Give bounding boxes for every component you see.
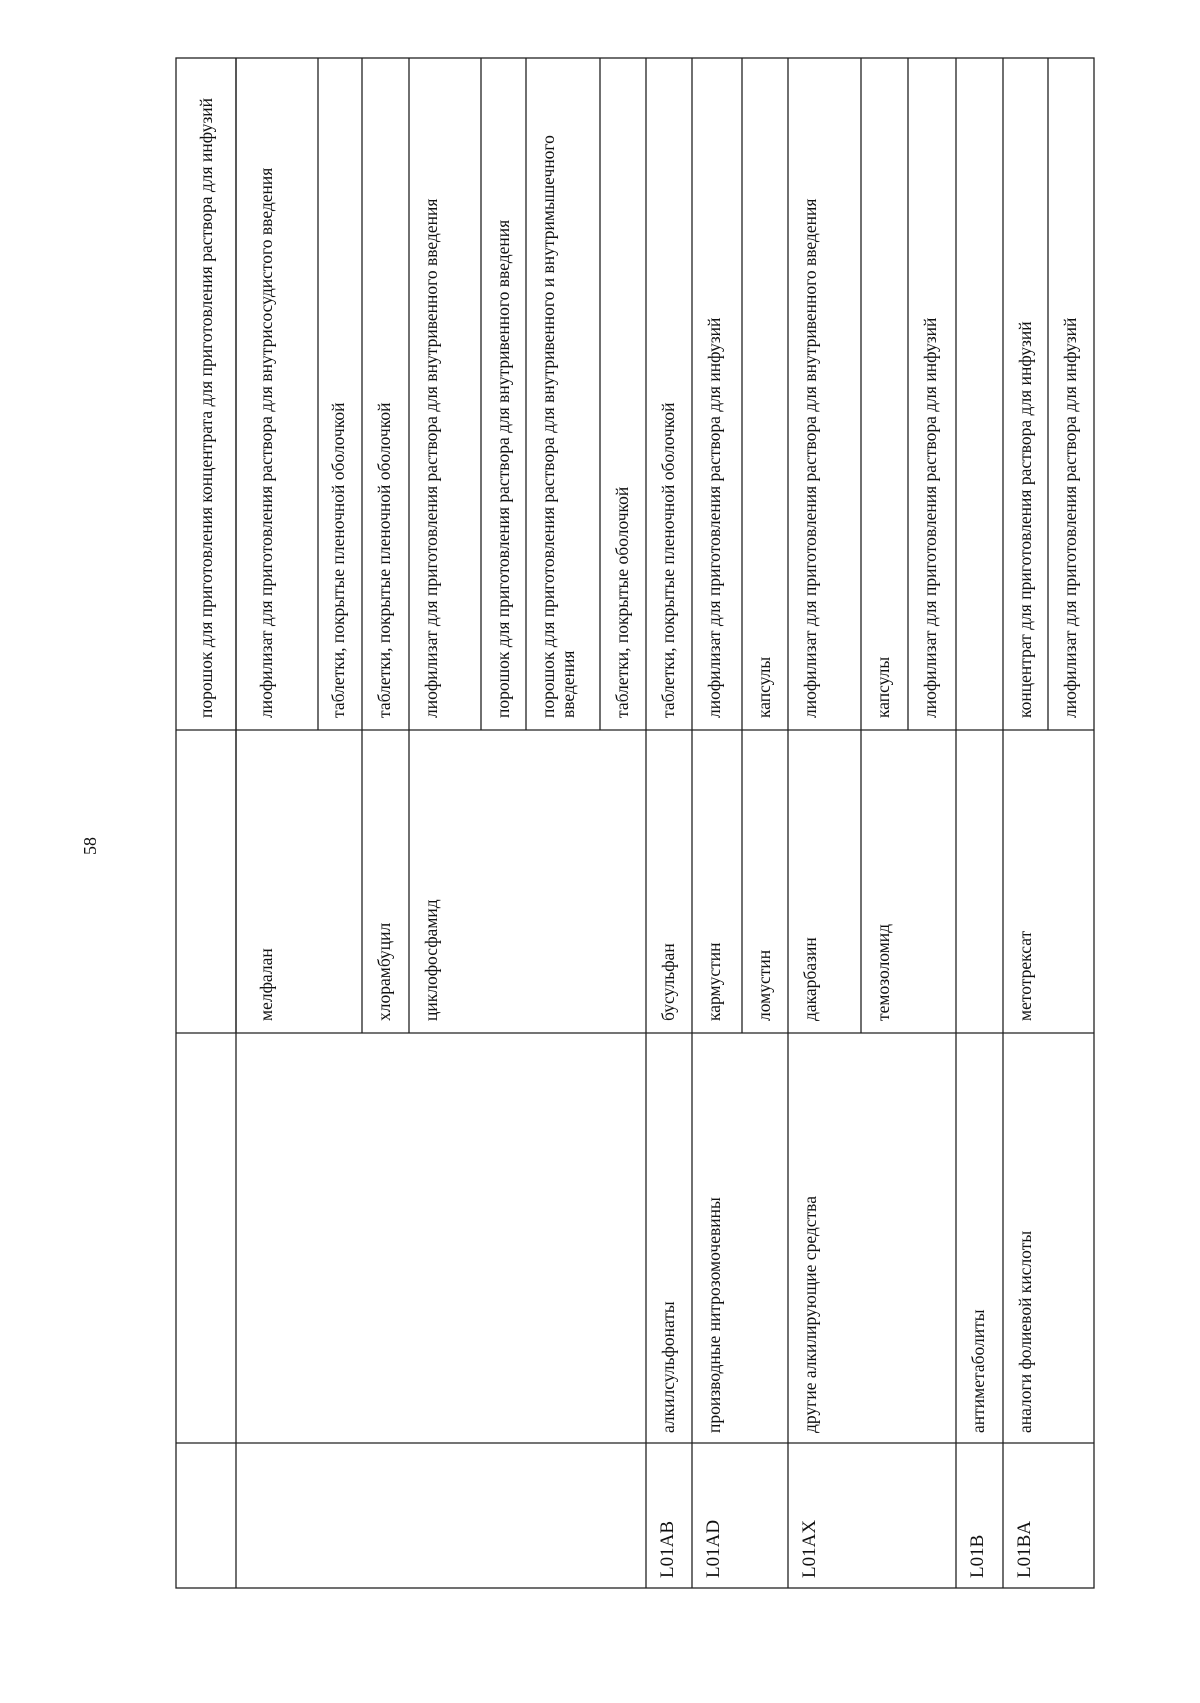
atc-code-cell: L01AX <box>799 1519 820 1578</box>
atc-code-cell: L01AB <box>657 1521 678 1578</box>
form-cell: капсулы <box>754 656 774 718</box>
form-cell: капсулы <box>873 656 893 718</box>
group-cell: другие алкилирующие средства <box>800 1196 820 1433</box>
group-cell: алкилсульфонаты <box>658 1301 678 1433</box>
form-cell: лиофилизат для приготовления раствора для инфузий <box>920 317 940 718</box>
drug-cell: темозоломид <box>873 923 893 1021</box>
form-cell: лиофилизат для приготовления раствора для инфузий <box>704 317 724 718</box>
form-cell: порошок для приготовления концентрата для приготовления раствора для инфузий <box>196 98 216 718</box>
form-cell: лиофилизат для приготовления раствора для внутрисосудистого введения <box>256 167 276 718</box>
form-cell: порошок для приготовления раствора для внутривенного и внутримышечного введения <box>538 135 578 718</box>
form-cell: таблетки, покрытые пленочной оболочкой <box>374 402 394 718</box>
drug-cell: метотрексат <box>1015 930 1035 1021</box>
atc-code-cell: L01B <box>967 1534 988 1578</box>
form-cell: концентрат для приготовления раствора для инфузий <box>1015 321 1035 718</box>
form-cell: лиофилизат для приготовления раствора для внутривенного введения <box>800 198 820 718</box>
atc-code-cell: L01BA <box>1014 1521 1035 1578</box>
drug-cell: бусульфан <box>658 943 678 1021</box>
group-cell: аналоги фолиевой кислоты <box>1015 1230 1035 1433</box>
drug-cell: ломустин <box>754 949 774 1021</box>
form-cell: таблетки, покрытые оболочкой <box>612 486 632 718</box>
form-cell: лиофилизат для приготовления раствора для внутривенного введения <box>421 198 441 718</box>
form-cell: порошок для приготовления раствора для внутривенного введения <box>493 219 513 718</box>
drug-cell: кармустин <box>704 942 724 1021</box>
drug-cell: дакарбазин <box>800 937 820 1021</box>
group-cell: производные нитрозомочевины <box>704 1197 724 1433</box>
drug-cell: циклофосфамид <box>421 899 441 1021</box>
page-number: 58 <box>80 837 100 855</box>
drug-cell: мелфалан <box>256 948 276 1021</box>
drug-cell: хлорамбуцил <box>374 922 394 1021</box>
form-cell: таблетки, покрытые пленочной оболочкой <box>328 402 348 718</box>
form-cell: таблетки, покрытые пленочной оболочкой <box>658 402 678 718</box>
form-cell: лиофилизат для приготовления раствора для инфузий <box>1060 317 1080 718</box>
group-cell: антиметаболиты <box>968 1309 988 1433</box>
atc-code-cell: L01AD <box>703 1519 724 1578</box>
